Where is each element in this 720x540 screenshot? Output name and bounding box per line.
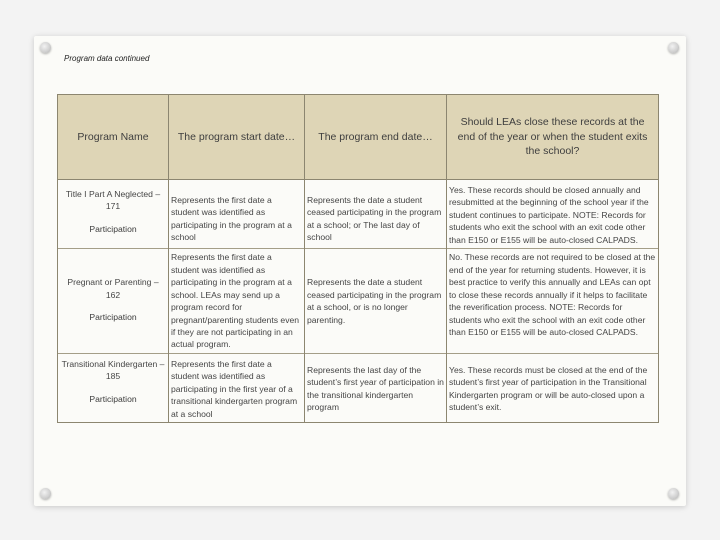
program-type: Participation xyxy=(89,223,137,234)
table-header-row xyxy=(58,95,659,180)
program-name: Pregnant or Parenting – 162 xyxy=(67,277,159,300)
start-date-cell: Represents the first date a student was identified as participating in the first year of a transitional kindergarten program at a school xyxy=(169,353,305,422)
start-date-cell: Represents the first date a student was identified as participating in the program at a school. LEAs may send up a program record for pregnant/parenting students even if they are not participating in an actual program. xyxy=(169,249,305,354)
table-row xyxy=(58,180,659,249)
program-name-cell xyxy=(58,353,169,422)
header-program-name: Program Name xyxy=(58,95,169,180)
header-close-records: Should LEAs close these records at the end of the year or when the student exits the school? xyxy=(447,95,659,180)
close-records-cell: Yes. These records should be closed annually and resubmitted at the beginning of the school year if the student continues to participate. NOTE: Records for students who exit the school with an exit code other than E150 or E155 will be auto-closed CALPADS. xyxy=(447,180,659,249)
page-title: Program data continued xyxy=(64,54,150,63)
program-name: Transitional Kindergarten – 185 xyxy=(61,358,165,382)
program-name-cell xyxy=(58,249,169,354)
program-name-cell xyxy=(58,180,169,249)
pin-icon xyxy=(40,488,51,499)
table-row xyxy=(58,353,659,422)
end-date-cell: Represents the last day of the student’s first year of participation in the transitional kindergarten program xyxy=(305,353,447,422)
end-date-cell: Represents the date a student ceased participating in the program at a school; or The last day of school xyxy=(305,180,447,249)
pin-icon xyxy=(40,42,51,53)
pin-icon xyxy=(668,488,679,499)
header-start-date: The program start date… xyxy=(169,95,305,180)
program-type: Participation xyxy=(89,312,137,323)
program-name: Title I Part A Neglected – 171 xyxy=(65,189,161,212)
end-date-cell: Represents the date a student ceased participating in the program at a school, or is no longer parenting. xyxy=(305,249,447,354)
start-date-cell: Represents the first date a student was identified as participating in the program at a school xyxy=(169,180,305,249)
header-end-date: The program end date… xyxy=(305,95,447,180)
close-records-cell: Yes. These records must be closed at the end of the student’s first year of participation in the Transitional Kindergarten program or will be auto-closed upon a student’s exit. xyxy=(447,353,659,422)
program-data-table xyxy=(57,94,659,423)
table-row xyxy=(58,249,659,354)
pin-icon xyxy=(668,42,679,53)
program-type: Participation xyxy=(89,393,137,404)
close-records-cell: No. These records are not required to be closed at the end of the year for returning students. However, it is best practice to verify this annually and LEAs can opt to close these records annually if it helps to facilitate the reverification process. NOTE: Records for students who exit the school with an exit code other than E150 or E155 will be auto-closed CALPADS. xyxy=(447,249,659,354)
